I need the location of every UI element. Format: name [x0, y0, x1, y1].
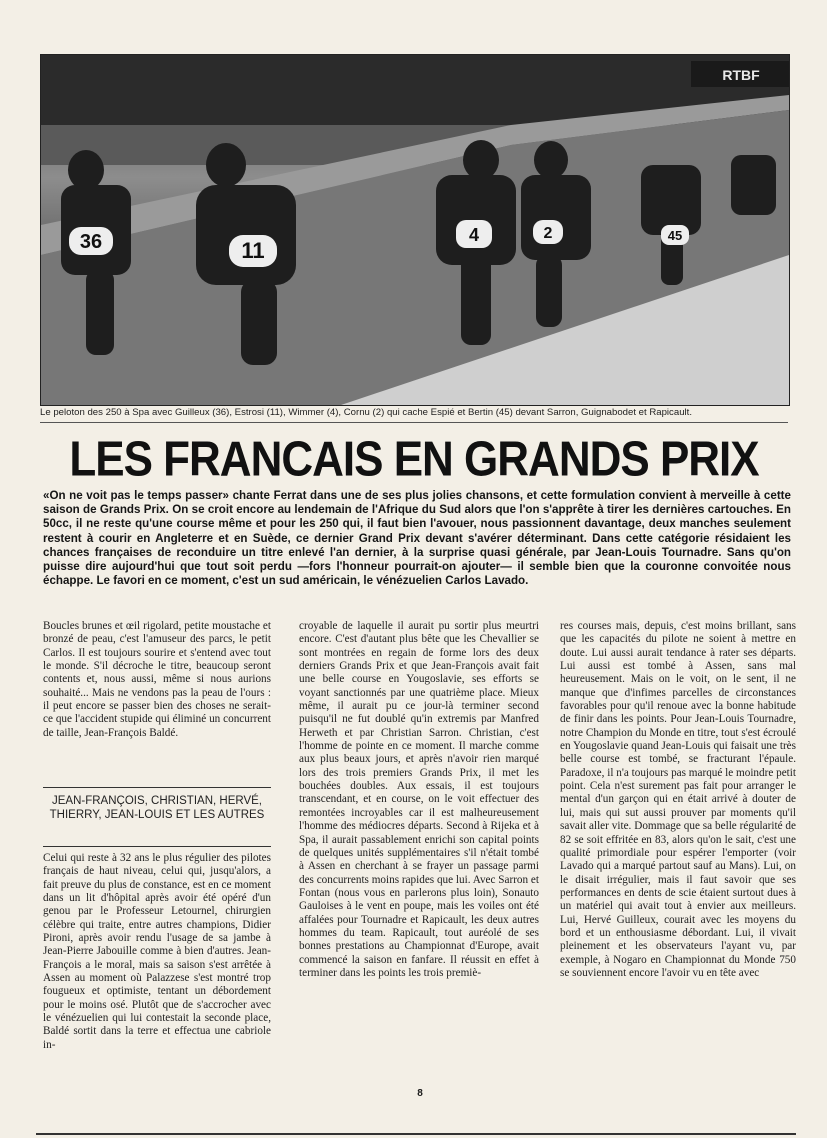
bike-number-4: 4	[468, 225, 480, 245]
rtbf-banner: RTBF	[722, 67, 760, 83]
column-1-paragraph: Boucles brunes et œil rigolard, petite moustache et bronzé de peau, c'est l'amuseur des parcs, le petit Carlos. Il est toujours sourire et s'entend avec tout le monde. S'il décroche le titre, beaucoup seront contents et, nous aussi, même si nous aurions souhaité... Mais ne vendons pas la peau de l'ours : il peut encore se passer bien des choses ne serait-ce que l'accident stupide qui éliminé un concurrent de taille, Jean-François Baldé.	[43, 620, 271, 739]
column-1b-paragraph: Celui qui reste à 32 ans le plus régulier des pilotes français de haut niveau, celui qui, jusqu'alors, a fait preuve du plus de constance, est en ce moment dans un lit d'hôpital après avoir été opéré d'un genou par le Professeur Letournel, chirurgien célèbre qui traite, entre autres champions, Didier Pironi, après avoir rendu l'usage de sa jambe à Jean-Pierre Jabouille comme à bien d'autres. Jean-François a le moral, mais sa saison s'est arrêtée à Assen au moment où Palazzese s'est montré trop fougueux et optimiste, tentant un débordement pour le moins osé. Plutôt que de s'accrocher avec le vénézuelien qui lui contestait la seconde place, Baldé sortit dans la terre et effectua une cabriole in-	[43, 852, 271, 1051]
bike-number-45: 45	[667, 228, 683, 243]
bike-number-2: 2	[543, 225, 553, 242]
column-3	[560, 620, 796, 980]
article-headline: LES FRANCAIS EN GRANDS PRIX	[69, 432, 759, 487]
bike-number-11: 11	[241, 238, 265, 263]
page-number: 8	[417, 1088, 423, 1099]
article-lead: «On ne voit pas le temps passer» chante Ferrat dans une de ses plus jolies chansons, et cette formulation convient à merveille à cette saison de Grands Prix. On se croit encore au lendemain de l'Afrique du Sud alors que l'on s'apprête à tirer les dernières cartouches. En 50cc, il ne reste qu'une course même et pour les 250 qui, il faut bien l'avouer, nous passionnent davantage, deux manches seulement restent à courir en Angleterre et en Suède, ce dernier Grand Prix devant s'avérer déterminant. Dans cette catégorie résidaient les chances françaises de reconduire un titre enlevé l'an dernier, à la surprise quasi générale, par Jean-Louis Tournadre. Sans qu'on puisse dire aujourd'hui que tout soit perdu —fors l'honneur pourrait-on ajouter— il semble bien que la couronne convoitée nous échappe. Le favori en ce moment, c'est un sud américain, le vénézuelien Carlos Lavado.	[43, 489, 791, 588]
caption-divider	[40, 422, 788, 423]
column-2-paragraph: croyable de laquelle il aurait pu sortir plus meurtri encore. C'est d'autant plus bête que les Chevallier se sont montrées en regain de forme lors des deux derniers Grands Prix et que Jean-François avait fait une belle course en Yougoslavie, ses efforts se voyant sanctionnés par une quatrième place. Mieux même, il aurait pu ce jour-là terminer second puisqu'il ne fut doublé qu'in extremis par Manfred Herweth et par Christian Sarron. Christian, c'est l'homme de pointe en ce moment. Il marche comme aux plus beaux jours, et après n'avoir rien marqué lors des trois premiers Grands Prix, il met les bouchées doubles. Aux essais, il est toujours transcendant, et en course, on le voit effectuer des remontées incroyables car il est malheureusement l'homme des médiocres départs. Second à Rijeka et à Spa, il aurait passablement enrichi son capital points de quelques unités supplémentaires s'il n'était tombé à Assen en cherchant à se frayer un passage parmi des concurrents moins rapides que lui. Avec Sarron et Fontan (nous vous en parlerons plus loin), Sonauto Gauloises à le vent en poupe, mais les voiles ont été affalées pour Tournadre et Rapicault, les deux autres hommes du team. Rapicault, tout auréolé de ses bonnes prestations au Championnat d'Europe, avait commencé la saison en fanfare. Il réussit en effet à terminer dans les points les trois premiè-	[299, 620, 539, 979]
motorcycle-race-photo-icon	[41, 55, 789, 405]
column-1-bottom	[43, 852, 271, 1052]
column-1-top	[43, 620, 271, 740]
section-subhead: JEAN-FRANÇOIS, CHRISTIAN, HERVÉ, THIERRY, JEAN-LOUIS ET LES AUTRES	[43, 787, 271, 847]
photo-caption: Le peloton des 250 à Spa avec Guilleux (36), Estrosi (11), Wimmer (4), Cornu (2) qui cache Espié et Bertin (45) devant Sarron, Guignabodet et Rapicault.	[40, 407, 692, 418]
column-2	[299, 620, 539, 980]
race-photo	[40, 54, 790, 406]
bottom-divider	[36, 1133, 796, 1135]
column-3-paragraph: res courses mais, depuis, c'est moins brillant, sans que les capacités du pilote ne soient à mettre en doute. Lui aussi aurait tendance à rater ses départs. Lui aussi est tombé à Assen, sans mal heureusement. Mais on le voit, on le sent, il ne manque que d'infimes parcelles de circonstances favorables pour qu'il renoue avec la bonne habitude de finir dans les points. Pour Jean-Louis Tournadre, notre Champion du Monde en titre, tout s'est écroulé en Yougoslavie quand Jean-Louis qui faisait une très belle course est tombé, se fracturant l'épaule. Paradoxe, il n'a toujours pas marqué le moindre petit point. Cela n'est surement pas fait pour arranger le mental d'un garçon qui en était arrivé à douter de lui, mais qui sut aussi prouver par moments qu'il savait aller vite. Dommage que sa belle régularité de 82 se soit effritée en 83, alors qu'on le sait, c'est une qualité primordiale pour espérer l'emporter (voir Lavado qui a marqué partout sauf au Mans). Lui, on le disait irrégulier, mais il faut savoir que ses performances en dents de scie étaient surtout dues à un matériel qui avait tout à envier aux meilleurs. Lui, Hervé Guilleux, courait avec les moyens du bord et un enthousiasme débordant. Lui, il vivait pleinement et les observateurs l'ayant vu, par exemple, à Nogaro en Championnat du Monde 750 se souviennent encore l'avoir vu en tête avec	[560, 620, 796, 979]
bike-number-36: 36	[79, 231, 103, 253]
